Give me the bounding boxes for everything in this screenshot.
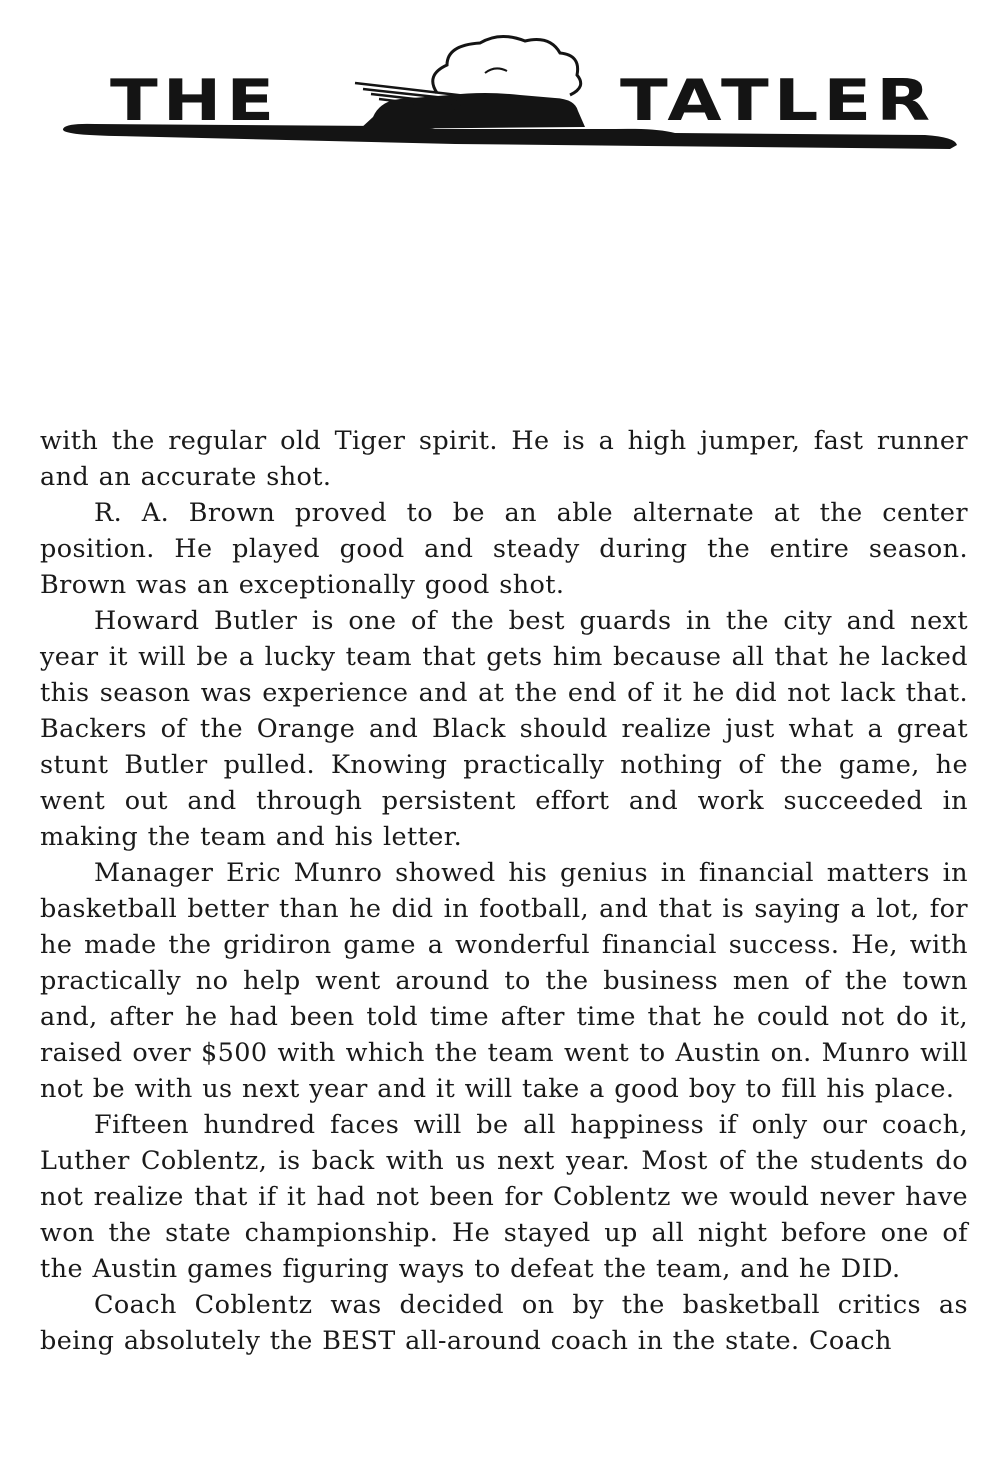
- paragraph-munro: Manager Eric Munro showed his genius in financial matters in basketball better than he did in football, and that is saying a lot, for he made the gridiron game a wonderful financial success. He, with practically no help went around to the business men of the town and, after he had been told time after time that he could not do it, raised over $500 with which the team went to Austin on. Munro will not be with us next year and it will take a good boy to fill his place.: [40, 858, 968, 1104]
- paragraph-brown: R. A. Brown proved to be an able alternate at the center position. He played good and steady during the entire season. Brown was an exceptionally good shot.: [40, 498, 968, 600]
- masthead-title-left: THE: [110, 66, 280, 134]
- paragraph-butler: Howard Butler is one of the best guards in the city and next year it will be a lucky team that gets him because all that he lacked this season was experience and at the end of it he did not lack that. Backers of the Orange and Black should realize just what a great stunt Butler pulled. Knowing practically nothing of the game, he went out and through persistent effort and work succeeded in making the team and his letter.: [40, 606, 968, 852]
- paragraph-continued: with the regular old Tiger spirit. He is a high jumper, fast runner and an accurate shot.: [40, 426, 968, 492]
- masthead: [55, 25, 970, 165]
- article-body: [40, 423, 968, 1359]
- masthead-title-right: TATLER: [620, 66, 936, 134]
- paragraph-coblentz: Fifteen hundred faces will be all happiness if only our coach, Luther Coblentz, is back with us next year. Most of the students do not realize that if it had not been for Coblentz we would never have won the state championship. He stayed up all night before one of the Austin games figuring ways to defeat the team, and he DID.: [40, 1110, 968, 1284]
- paragraph-coach-critics: Coach Coblentz was decided on by the basketball critics as being absolutely the BEST all-around coach in the state. Coach: [40, 1290, 968, 1356]
